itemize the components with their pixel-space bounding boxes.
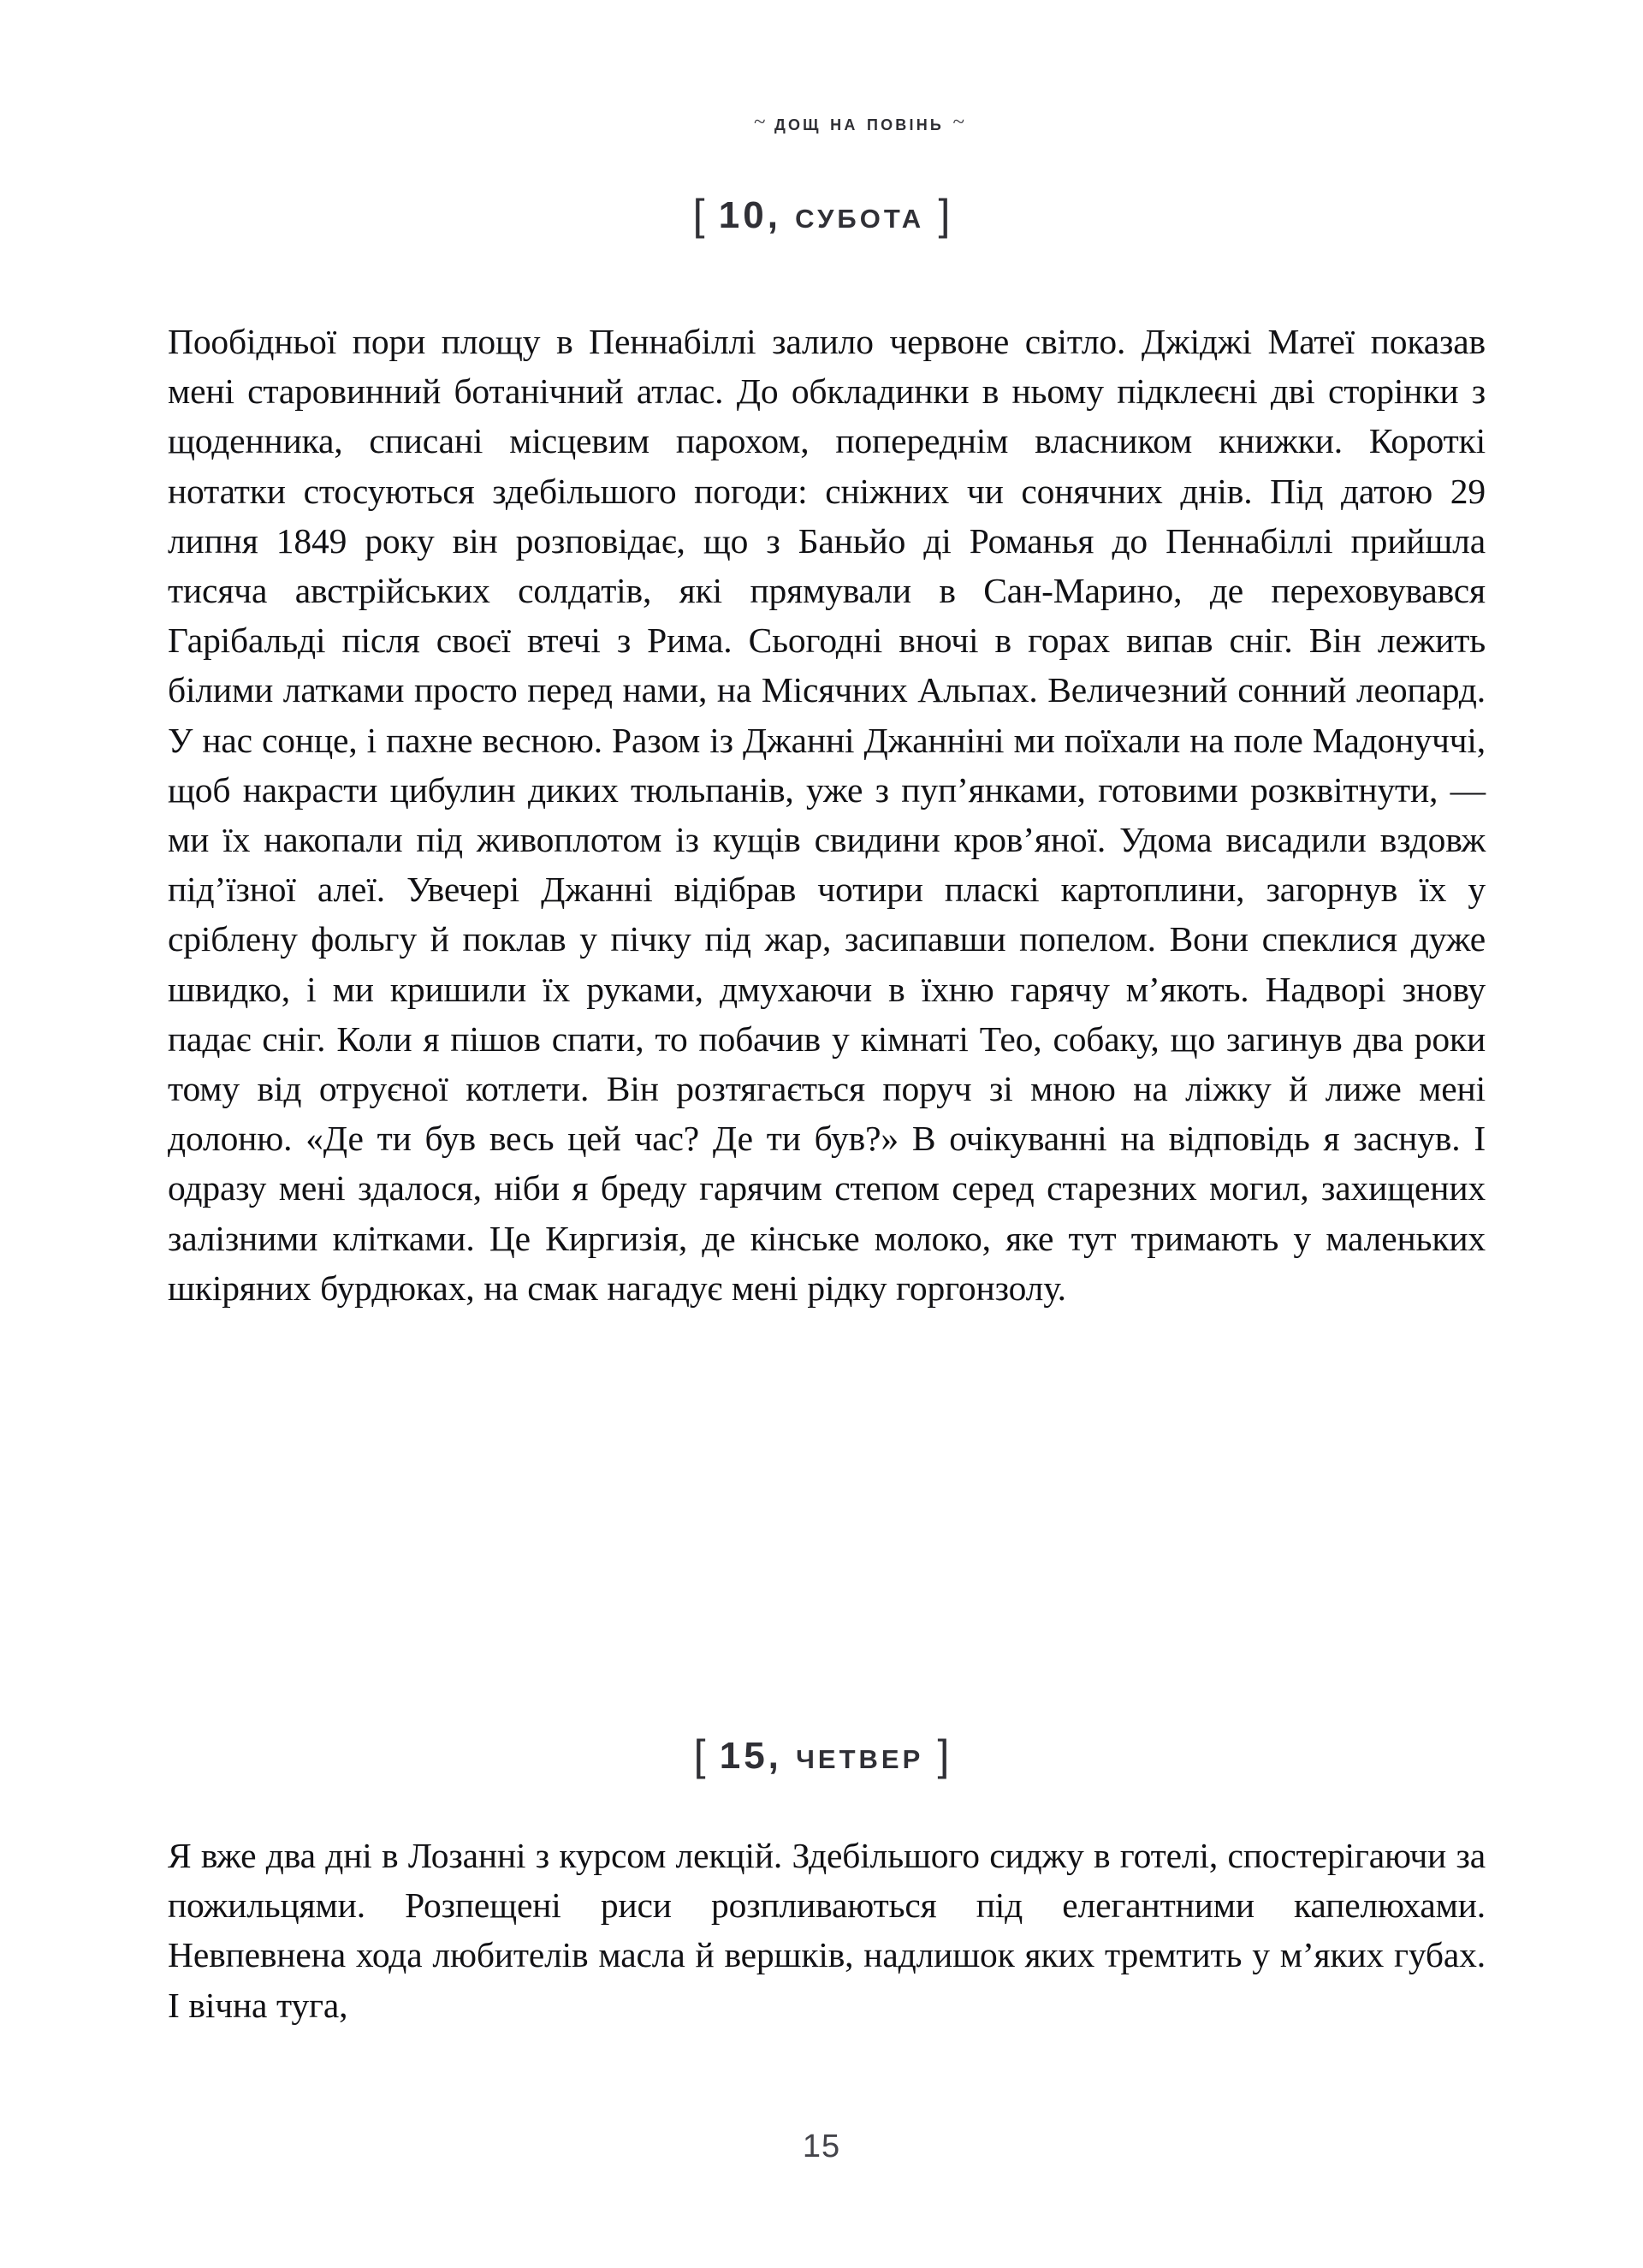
ornament-tilde-right: ~ — [952, 110, 965, 134]
entry-body-1 — [168, 317, 1486, 1313]
entry-heading-2 — [0, 1731, 1643, 1780]
bracket-close-icon: ] — [937, 1731, 950, 1779]
page-number: 15 — [802, 2128, 841, 2164]
running-header-text — [754, 110, 964, 136]
bracket-open-icon: [ — [693, 1731, 706, 1779]
running-header — [0, 110, 1643, 136]
entry-heading-1 — [0, 190, 1643, 240]
bracket-open-icon: [ — [692, 191, 705, 239]
entry-heading-1-inner — [693, 190, 951, 240]
paragraph-text: Я вже два дні в Лозанні з курсом лекцій. Здебільшого сиджу в готелі, спостерігаючи за пожильцями. Розпещені риси розпливаються під елегантними капелюхами. Невпевнена хода любителів масла й вершків, надлишок яких тремтить у м’яких губах. І вічна туга, — [168, 1836, 1486, 2025]
running-header-title: дощ на повінь — [774, 110, 945, 135]
entry-heading-2-label: 15, четвер — [719, 1735, 924, 1777]
entry-heading-1-label: 10, субота — [718, 194, 925, 236]
bracket-close-icon: ] — [938, 191, 951, 239]
paragraph-text: Пообідньої пори площу в Пеннабіллі залило червоне світло. Джіджі Матеї показав мені старовинний ботанічний атлас. До обкладинки в ньому підклеєні дві сторінки з щоденника, списані місцевим парохом, попереднім власником книжки. Короткі нотатки стосуються здебільшого погоди: сніжних чи сонячних днів. Під датою 29 липня 1849 року він розповідає, що з Баньйо ді Романья до Пеннабіллі прийшла тисяча австрійських солдатів, які прямували в Сан-Марино, де переховувався Гарібальді після своєї втечі з Рима. Сьогодні вночі в горах випав сніг. Він лежить білими латками просто перед нами, на Місячних Альпах. Величезний сонний леопард. У нас сонце, і пахне весною. Разом із Джанні Джанніні ми поїхали на поле Мадонуччі, щоб накрасти цибулин диких тюльпанів, уже з пуп’янками, готовими розквітнути, — ми їх накопали під живоплотом із кущів свидини кров’яної. Удома висадили вздовж під’їзної алеї. Увечері Джанні відібрав чотири пласкі картоплини, загорнув їх у сріблену фольгу й поклав у пічку під жар, засипавши попелом. Вони спеклися дуже швидко, і ми кришили їх руками, дмухаючи в їхню гарячу м’якоть. Надворі знову падає сніг. Коли я пішов спати, то побачив у кімнаті Тео, собаку, що загинув два роки тому від отруєної котлети. Він розтягається поруч зі мною на ліжку й лиже мені долоню. «Де ти був весь цей час? Де ти був?» В очікуванні на відповідь я заснув. І одразу мені здалося, ніби я бреду гарячим степом серед старезних могил, захищених залізними клітками. Це Киргизія, де кінське молоко, яке тут тримають у маленьких шкіряних бурдюках, на смак нагадує мені рідку горгонзолу. — [168, 322, 1486, 1308]
entry-heading-2-inner — [694, 1731, 950, 1780]
entry-body-2 — [168, 1831, 1486, 2030]
ornament-tilde-left: ~ — [753, 110, 766, 134]
